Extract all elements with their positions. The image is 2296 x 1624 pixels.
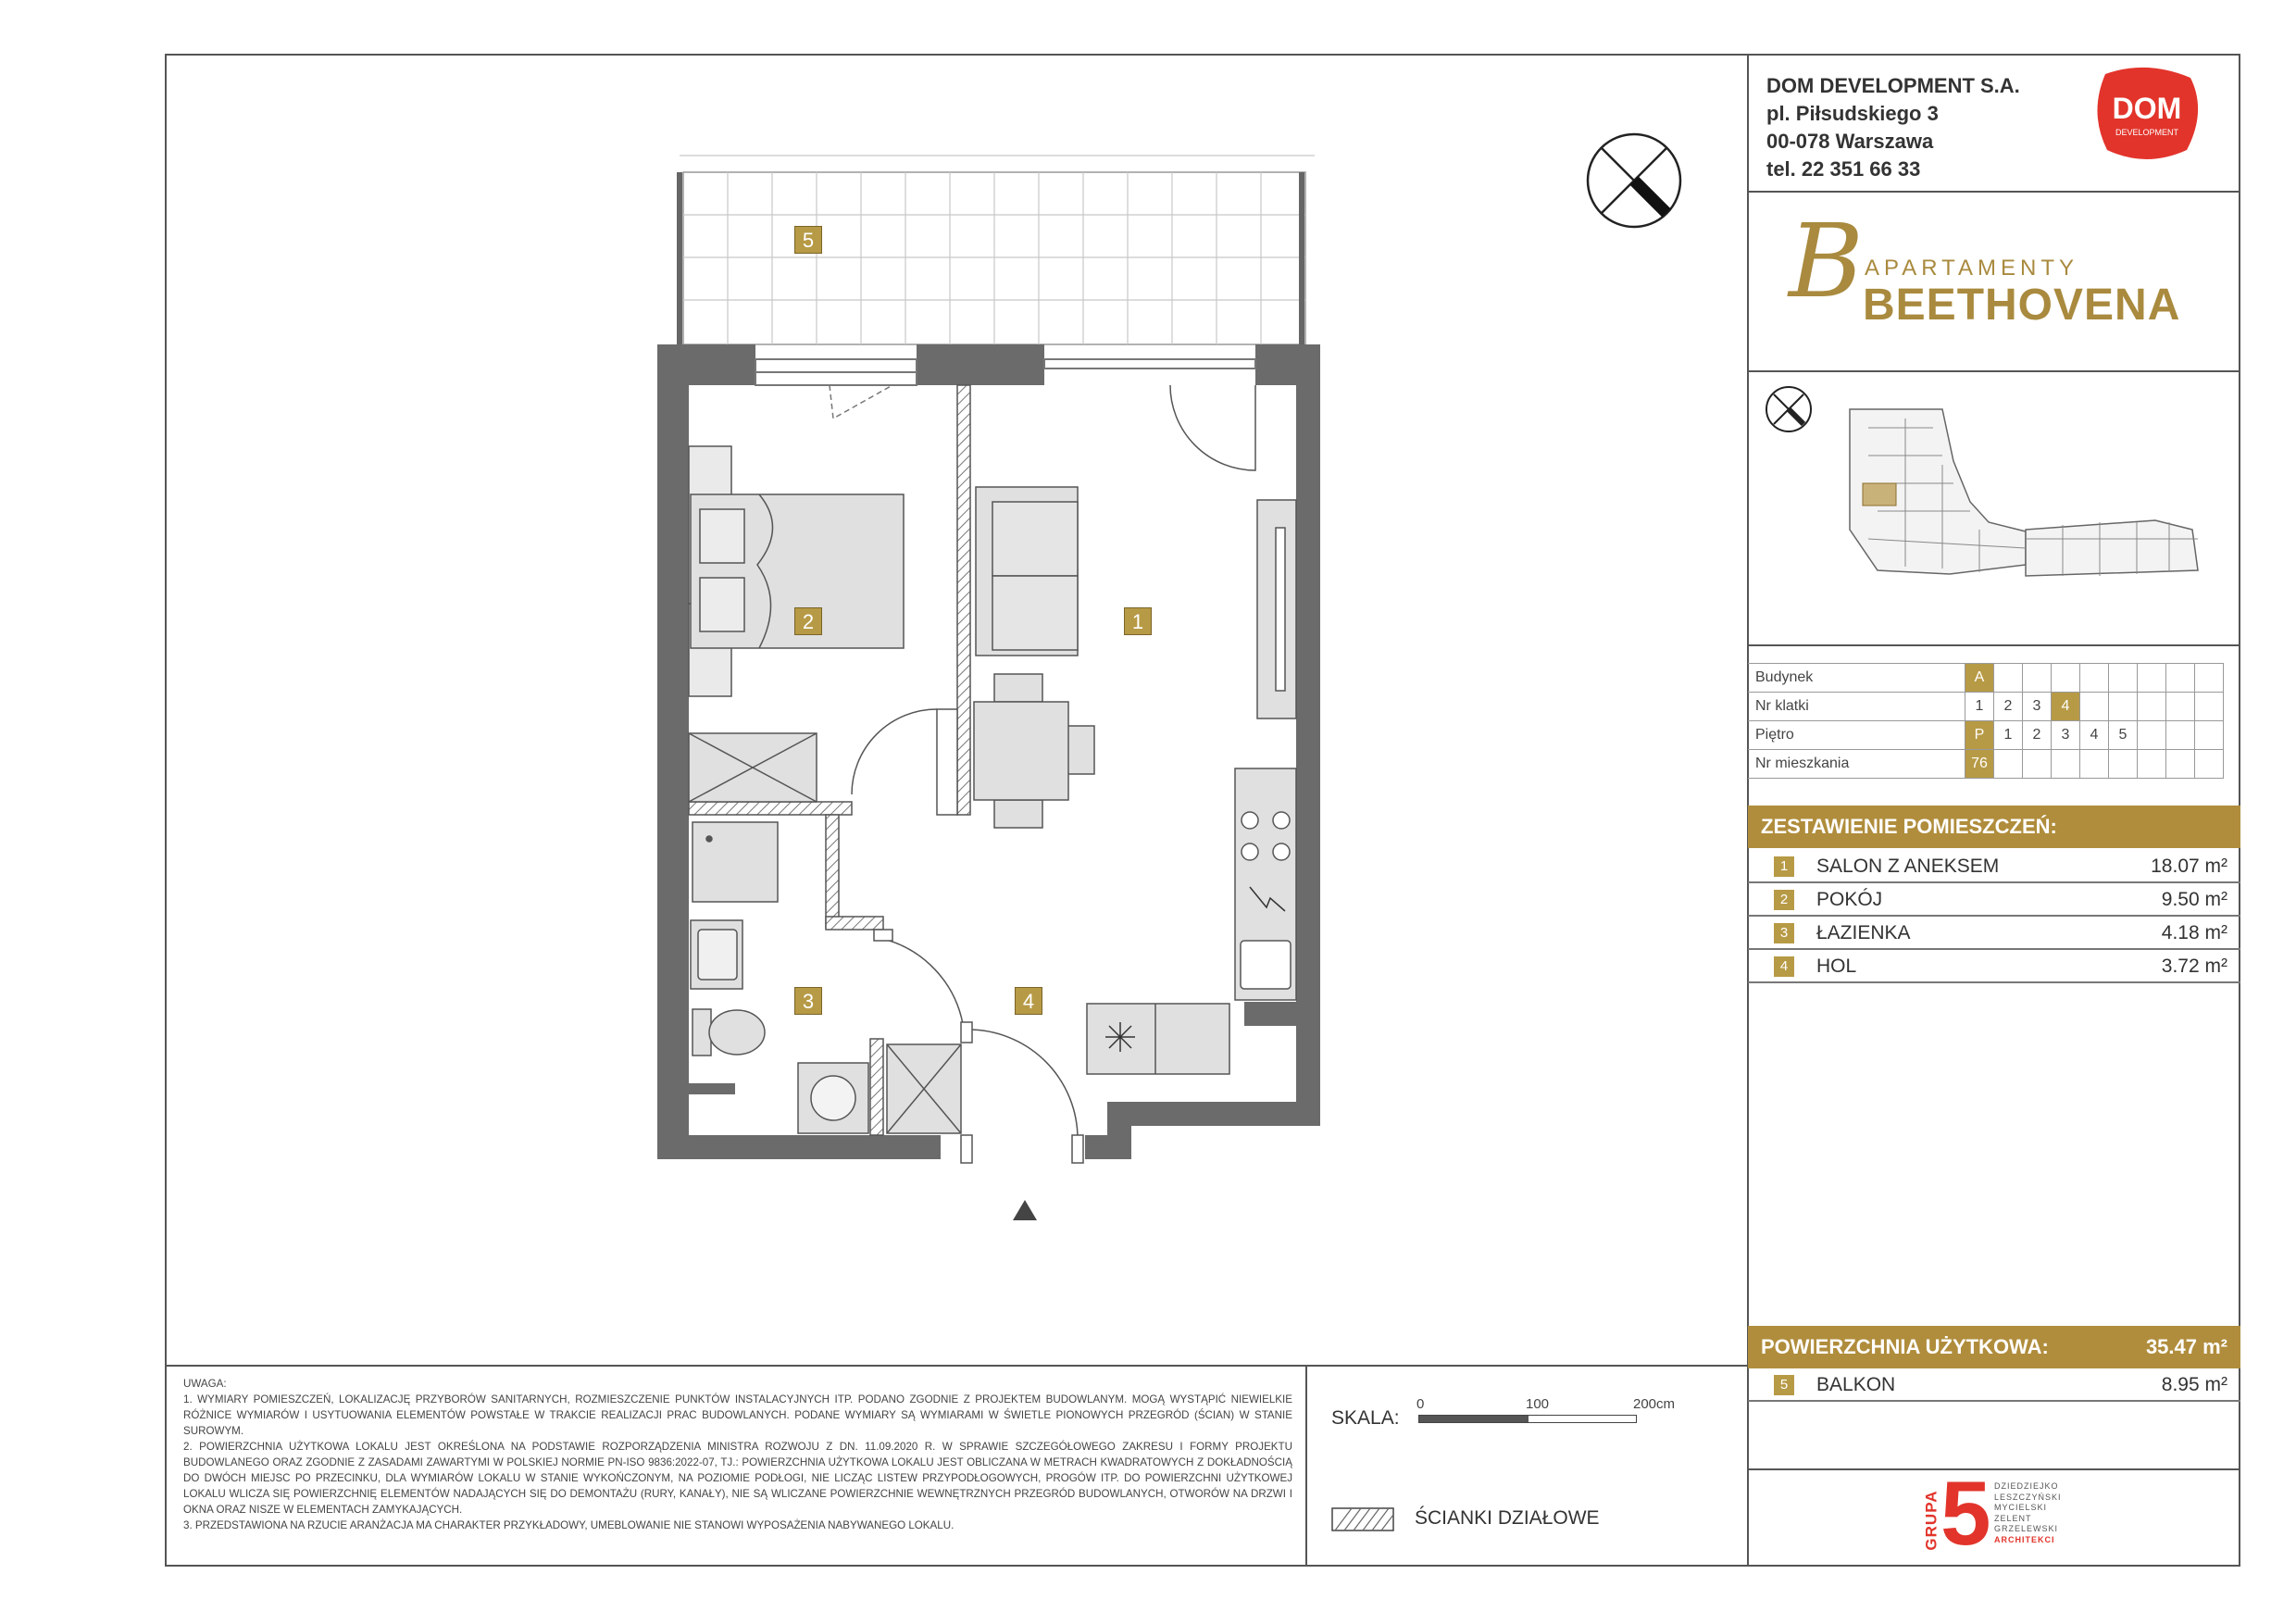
company-street: pl. Piłsudskiego 3 bbox=[1766, 102, 1939, 125]
plan-label-3: 3 bbox=[794, 987, 822, 1015]
usable-area-label: POWIERZCHNIA UŻYTKOWA: bbox=[1761, 1335, 2049, 1358]
kitchen-sink-icon bbox=[1241, 941, 1291, 989]
room-number: 2 bbox=[1774, 890, 1794, 910]
legend-label: ŚCIANKI DZIAŁOWE bbox=[1415, 1507, 1600, 1529]
dining-table bbox=[974, 674, 1094, 828]
note-1: 1. WYMIARY POMIESZCZEŃ, LOKALIZACJĘ PRZYBORÓW SANITARNYCH, ROZMIESZCZENIE PUNKTÓW INSTALACYJNYCH ITP. PODANO ZGODNIE Z PROJEKTEM BUDOWLANYM. MOGĄ WYSTĄPIĆ NIEWIELKIE RÓŻNICE WYMIARÓW I USYTUOWANIA ELEMENTÓW POWSTAŁE W TRAKCIE REALIZACJI PRAC BUDOWLANYCH. PODANE WYMIARY SĄ WYMIARAMI W ŚWIETLE PIONOWYCH PRZEGRÓD (ŚCIAN) W STANIE SUROWYM. bbox=[183, 1393, 1292, 1437]
room-area: 3.72 m² bbox=[2161, 956, 2227, 977]
plan-label-1: 1 bbox=[1124, 607, 1152, 635]
grupa5-name: LESZCZYŃSKI bbox=[1994, 1492, 2062, 1502]
hall-wardrobe bbox=[887, 1044, 961, 1133]
room-number: 1 bbox=[1774, 856, 1794, 877]
wardrobe bbox=[689, 733, 817, 802]
info-cell: A bbox=[1965, 664, 1994, 693]
company-phone: tel. 22 351 66 33 bbox=[1766, 157, 1921, 181]
note-2: 2. POWIERZCHNIA UŻYTKOWA LOKALU JEST OKREŚLONA NA PODSTAWIE ROZPORZĄDZENIA MINISTRA ROZWOJU Z DN. 11.09.2020 R. W SPRAWIE SZCZEGÓŁOWEGO ZAKRESU I FORMY PROJEKTU BUDOWLANEGO ORAZ ZGODNIE Z ZASADAMI ZAWARTYMI W POLSKIEJ NORMIE PN-ISO 9836:2022-07, TJ.: POWIERZCHNIA UŻYTKOWA LOKALU JEST OBLICZANA W METRACH KWADRATOWYCH Z DOKŁADNOŚCIĄ DO DWÓCH MIEJSC PO PRZECINKU, DLA WYMIARÓW LOKALU W STANIE WYKOŃCZONYM, NA POZIOMIE PODŁOGI, NIE LICZĄC LISTEW PRZYPODŁOGOWYCH, PROGÓW ITP. DO POWIERZCHNI UŻYTKOWEJ LOKALU WLICZA SIĘ POWIERZCHNIĘ ELEMENTÓW NADAJĄCYCH SIĘ DO DEMONTAŻU (RURY, KANAŁY), NIE SĄ WLICZANE POWIERZCHNIE WEWNĘTRZNYCH PRZEGRÓD BUDOWLANYCH, OTWORÓW NA DRZWI I OKNA ORAZ NISZE W ELEMENTACH ZAMYKAJĄCYCH. bbox=[183, 1441, 1292, 1516]
rooms-title: ZESTAWIENIE POMIESZCZEŃ: bbox=[1748, 806, 2240, 848]
logo-subtext: DEVELOPMENT bbox=[2115, 128, 2179, 137]
door-frame bbox=[937, 709, 957, 815]
plan-label-2: 2 bbox=[794, 607, 822, 635]
room-number: 4 bbox=[1774, 956, 1794, 977]
logo-text: DOM bbox=[2112, 92, 2182, 125]
scale-label: SKALA: bbox=[1331, 1407, 1400, 1429]
balcony-name: BALKON bbox=[1816, 1374, 1896, 1395]
info-cell: 5 bbox=[2109, 721, 2138, 750]
scale-tick-200: 200cm bbox=[1633, 1396, 1676, 1412]
project-title: BEETHOVENA bbox=[1863, 281, 2181, 330]
grupa5-name: GRZELEWSKI bbox=[1994, 1524, 2059, 1533]
toilet bbox=[693, 1009, 765, 1056]
washbasin bbox=[691, 920, 742, 989]
room-name: ŁAZIENKA bbox=[1816, 922, 1911, 943]
info-cell: 2 bbox=[1994, 693, 2023, 721]
scale-tick-0: 0 bbox=[1416, 1396, 1425, 1412]
room-number: 3 bbox=[1774, 923, 1794, 943]
info-row-label: Nr klatki bbox=[1748, 693, 1965, 721]
info-cell: 4 bbox=[2052, 693, 2080, 721]
note-3: 3. PRZEDSTAWIONA NA RZUCIE ARANŻACJA MA CHARAKTER PRZYKŁADOWY, UMEBLOWANIE NIE STANOWI WYPOSAŻENIA NABYWANEGO LOKALU. bbox=[183, 1519, 955, 1531]
grupa5-digit: 5 bbox=[1940, 1462, 1991, 1564]
grupa5-name: ZELENT bbox=[1994, 1513, 2032, 1523]
room-area: 4.18 m² bbox=[2161, 922, 2227, 943]
info-row-label: Piętro bbox=[1748, 721, 1965, 750]
room-name: HOL bbox=[1816, 956, 1857, 977]
company-city: 00-078 Warszawa bbox=[1766, 130, 1934, 153]
grupa5-name: MYCIELSKI bbox=[1994, 1503, 2048, 1512]
info-row-label: Budynek bbox=[1748, 664, 1965, 693]
grupa5-word: GRUPA bbox=[1922, 1490, 1940, 1551]
notes-title: UWAGA: bbox=[183, 1378, 227, 1390]
usable-area-value: 35.47 m² bbox=[2145, 1335, 2227, 1358]
room-area: 9.50 m² bbox=[2161, 889, 2227, 910]
bed bbox=[689, 446, 904, 696]
entrance-marker-icon bbox=[1013, 1200, 1037, 1220]
info-cell: 76 bbox=[1965, 750, 1994, 779]
company-name: DOM DEVELOPMENT S.A. bbox=[1766, 74, 2020, 97]
info-cell: 3 bbox=[2023, 693, 2052, 721]
grupa5-name: ARCHITEKCI bbox=[1994, 1534, 2055, 1544]
plan-label-5: 5 bbox=[794, 226, 822, 254]
info-cell: 1 bbox=[1994, 721, 2023, 750]
kitchen-counter bbox=[1087, 768, 1296, 1074]
sofa bbox=[976, 487, 1078, 656]
washing-machine bbox=[798, 1063, 868, 1133]
room-name: POKÓJ bbox=[1816, 889, 1883, 910]
bathroom-wall-bits bbox=[689, 1083, 735, 1094]
balcony bbox=[680, 156, 1315, 344]
tv-cabinet bbox=[1257, 500, 1296, 718]
balcony-door bbox=[1170, 385, 1255, 470]
info-cell: 4 bbox=[2080, 721, 2109, 750]
scale-tick-100: 100 bbox=[1526, 1396, 1550, 1412]
room-area: 18.07 m² bbox=[2151, 856, 2227, 877]
info-cell: 2 bbox=[2023, 721, 2052, 750]
info-cell: P bbox=[1965, 721, 1994, 750]
room-name: SALON Z ANEKSEM bbox=[1816, 856, 2000, 877]
fridge-icon bbox=[1105, 1022, 1135, 1052]
monogram: B bbox=[1789, 202, 1864, 320]
plan-label-4: 4 bbox=[1015, 987, 1042, 1015]
grupa5-name: DZIEDZIEJKO bbox=[1994, 1481, 2059, 1491]
balcony-area: 8.95 m² bbox=[2161, 1374, 2227, 1395]
shower bbox=[693, 822, 778, 902]
project-subtitle: APARTAMENTY bbox=[1865, 256, 2079, 281]
window-opening bbox=[830, 385, 892, 418]
info-row-label: Nr mieszkania bbox=[1748, 750, 1965, 779]
info-cell: 1 bbox=[1965, 693, 1994, 721]
balcony-number: 5 bbox=[1774, 1375, 1794, 1395]
info-cell: 3 bbox=[2052, 721, 2080, 750]
